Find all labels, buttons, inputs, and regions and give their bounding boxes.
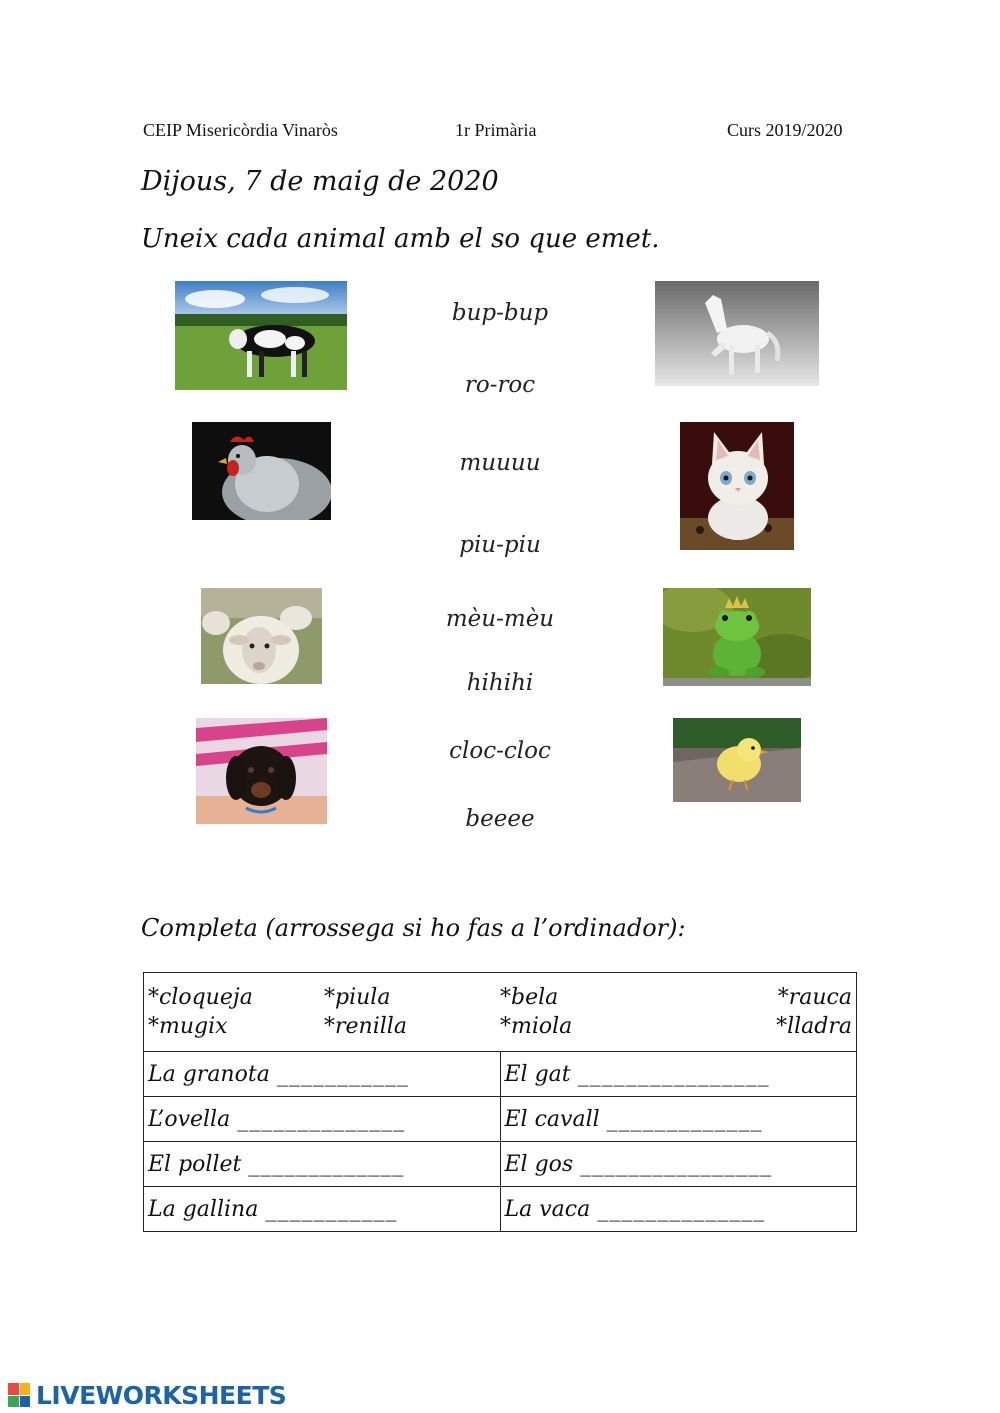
logo-icon [8,1383,30,1407]
sentence-cell: La vaca ______________ [500,1187,857,1232]
table-row [144,1142,857,1187]
match-instruction: Uneix cada animal amb el so que emet. [141,224,660,254]
sound-word[interactable]: mèu-mèu [445,606,555,632]
sound-word[interactable]: bup-bup [451,300,549,326]
sentence-cell: L’ovella ______________ [144,1097,501,1142]
cow-photo [175,281,347,390]
answer-blank[interactable]: ______________ [237,1106,406,1132]
bank-word[interactable]: *rauca [777,985,852,1010]
sentence-cell: La granota ___________ [144,1052,501,1097]
chick-photo [673,718,801,802]
bank-word[interactable]: *piula [324,985,391,1010]
liveworksheets-logo [8,1380,286,1410]
answer-blank[interactable]: ___________ [276,1061,409,1087]
sound-word[interactable]: beeee [465,806,535,832]
sound-word[interactable]: ro-roc [464,372,536,398]
sentence-cell: El pollet _____________ [144,1142,501,1187]
answer-blank[interactable]: ________________ [577,1061,770,1087]
answer-blank[interactable]: _____________ [248,1151,405,1177]
frog-photo [663,588,811,686]
bank-word[interactable]: *mugix [148,1014,228,1039]
sheep-photo [201,588,322,684]
sentence-cell: El cavall _____________ [500,1097,857,1142]
bank-word[interactable]: *miola [500,1014,573,1039]
school-year: Curs 2019/2020 [727,120,843,140]
sound-word[interactable]: cloc-cloc [449,738,551,764]
hen-photo [192,422,331,520]
sound-word[interactable]: muuuu [459,450,541,476]
horse-photo [655,281,819,386]
answer-blank[interactable]: ________________ [580,1151,773,1177]
sound-word[interactable]: hihihi [466,670,534,696]
table-row [144,1097,857,1142]
dog-photo [196,718,327,824]
grade-label: 1r Primària [455,120,537,140]
complete-instruction: Completa (arrossega si ho fas a l’ordinador): [141,914,686,942]
sentence-cell: El gat ________________ [500,1052,857,1097]
word-bank [144,973,857,1052]
sentence-cell: La gallina ___________ [144,1187,501,1232]
answer-blank[interactable]: ___________ [265,1196,398,1222]
school-name: CEIP Misericòrdia Vinaròs [143,120,338,140]
bank-word[interactable]: *cloqueja [148,985,253,1010]
bank-word[interactable]: *renilla [324,1014,407,1039]
sentence-cell: El gos ________________ [500,1142,857,1187]
cat-photo [680,422,794,550]
bank-word[interactable]: *lladra [776,1014,852,1039]
table-row [144,1052,857,1097]
bank-word[interactable]: *bela [500,985,559,1010]
brand-name: LIVEWORKSHEETS [36,1380,287,1410]
answer-blank[interactable]: ______________ [597,1196,766,1222]
sound-word[interactable]: piu-piu [459,532,541,558]
table-row [144,1187,857,1232]
answer-blank[interactable]: _____________ [606,1106,763,1132]
date-heading: Dijous, 7 de maig de 2020 [141,166,499,197]
completion-table [143,972,857,1232]
